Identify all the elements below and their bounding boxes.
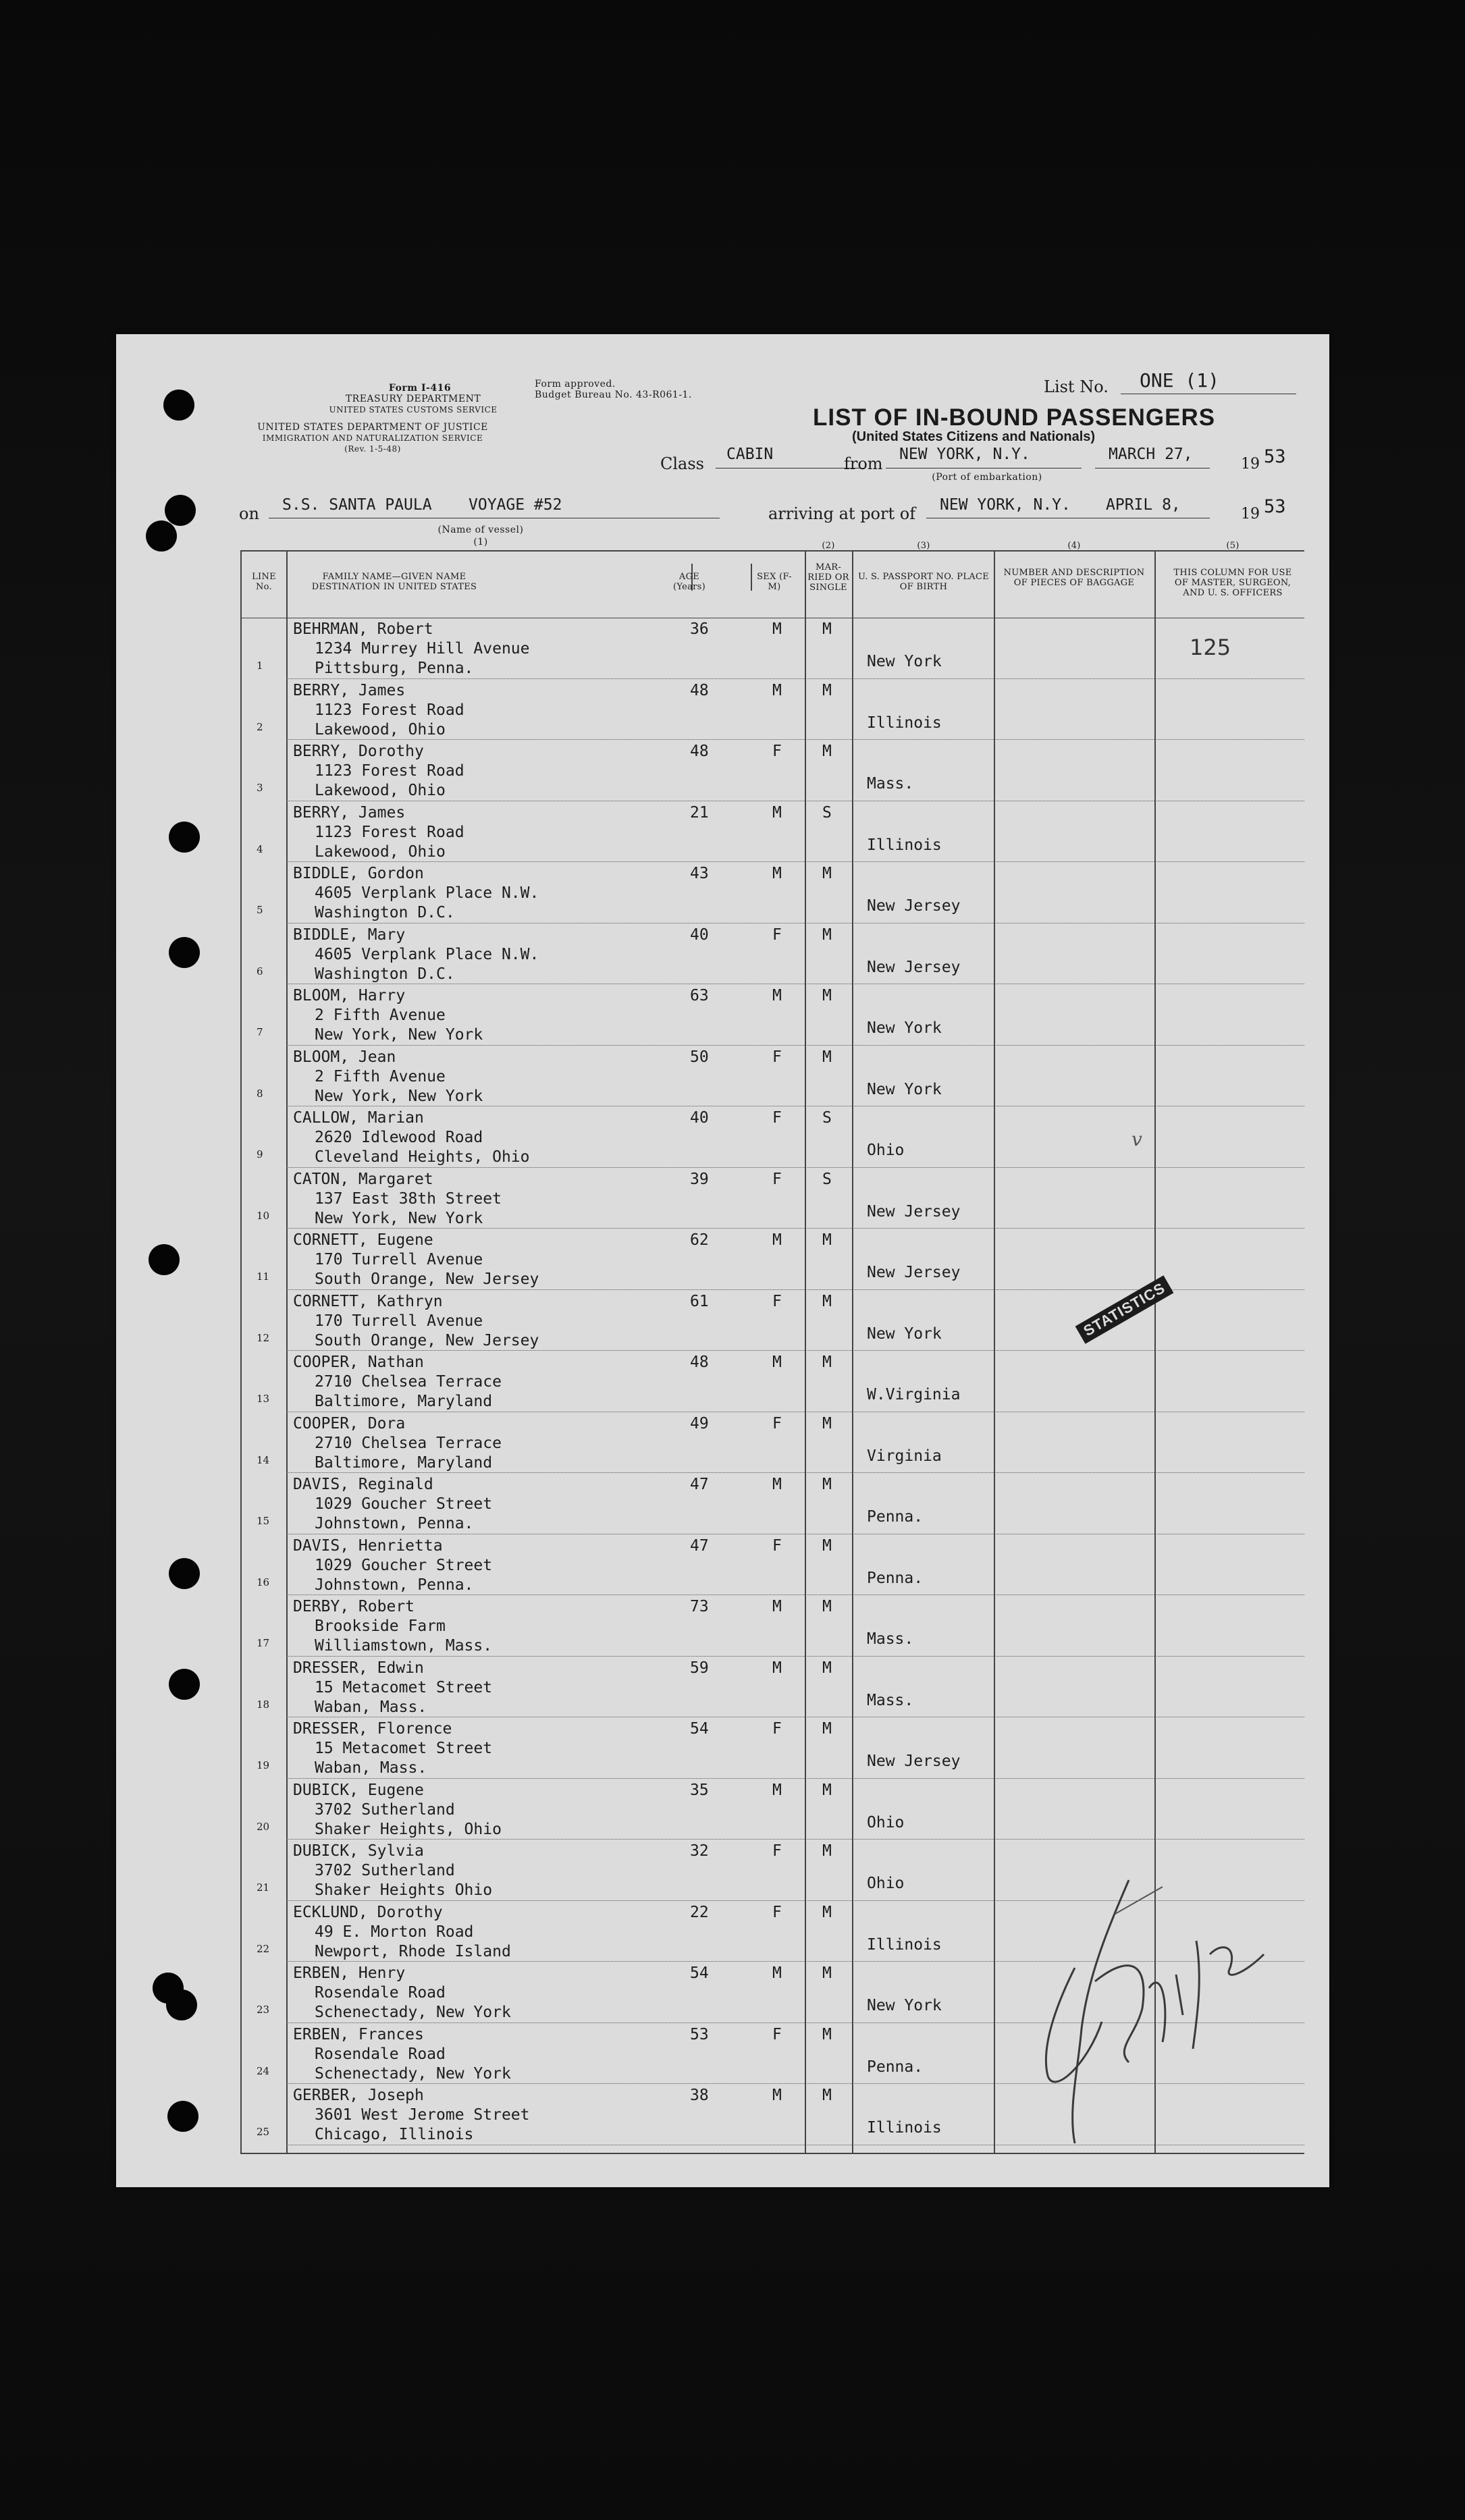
- col-header-married: MAR-RIED OR SINGLE: [807, 562, 849, 593]
- sex-value: M: [772, 987, 782, 1004]
- col-header-line-no: LINE No.: [252, 572, 276, 592]
- sex-value: M: [772, 1964, 782, 1982]
- arrival-port: NEW YORK, N.Y.: [940, 496, 1071, 514]
- age-value: 47: [690, 1536, 709, 1555]
- marital-status: M: [822, 1353, 832, 1371]
- line-number: 22: [257, 1942, 270, 1955]
- vessel-label: (Name of vessel): [437, 525, 524, 535]
- line-number: 7: [257, 1026, 263, 1038]
- passenger-name: BLOOM, Harry: [293, 987, 406, 1004]
- address-city: New York, New York: [315, 1087, 483, 1105]
- place-of-birth: New York: [867, 1019, 942, 1037]
- marital-status: M: [822, 865, 832, 882]
- place-of-birth: Mass.: [867, 775, 914, 793]
- age-value: 22: [690, 1903, 709, 1921]
- place-of-birth: Ohio: [867, 1875, 905, 1892]
- address-city: Lakewood, Ohio: [315, 842, 446, 861]
- table-row: [116, 1657, 1329, 1718]
- from-label: from: [844, 454, 883, 473]
- sex-value: F: [772, 1842, 782, 1860]
- col-header-sex: SEX (F-M): [757, 572, 792, 592]
- table-row: [116, 1412, 1329, 1474]
- class-value: CABIN: [726, 446, 774, 463]
- passenger-name: BERRY, Dorothy: [293, 743, 424, 760]
- list-no-value: ONE (1): [1140, 369, 1220, 392]
- address-street: 2710 Chelsea Terrace: [315, 1373, 502, 1391]
- statistics-stamp: STATISTICS: [1075, 1275, 1174, 1344]
- sex-value: M: [772, 1659, 782, 1677]
- sex-value: F: [772, 1414, 782, 1432]
- table-row: [116, 1106, 1329, 1168]
- place-of-birth: Illinois: [867, 2119, 942, 2137]
- passenger-count: 125: [1190, 635, 1231, 660]
- marital-status: M: [822, 1231, 832, 1249]
- passenger-name: BLOOM, Jean: [293, 1048, 396, 1066]
- age-value: 36: [690, 620, 709, 638]
- passenger-name: CALLOW, Marian: [293, 1109, 424, 1127]
- place-of-birth: Mass.: [867, 1630, 914, 1648]
- marital-status: M: [822, 2087, 832, 2104]
- address-street: 3702 Sutherland: [315, 1800, 455, 1819]
- passenger-name: BERRY, James: [293, 681, 406, 699]
- punch-hole: [165, 495, 196, 526]
- passenger-name: COOPER, Nathan: [293, 1353, 424, 1371]
- line-number: 5: [257, 904, 263, 916]
- revision-date: (Rev. 1-5-48): [344, 444, 401, 454]
- passenger-name: CORNETT, Kathryn: [293, 1292, 443, 1310]
- address-city: New York, New York: [315, 1026, 483, 1044]
- voyage-number: VOYAGE #52: [469, 496, 562, 514]
- address-city: Lakewood, Ohio: [315, 720, 446, 739]
- port-of-embarkation-label: (Port of embarkation): [932, 472, 1042, 483]
- address-city: Chicago, Illinois: [315, 2126, 474, 2143]
- sex-value: F: [772, 1536, 782, 1555]
- table-row: [116, 679, 1329, 741]
- passenger-name: CATON, Margaret: [293, 1170, 433, 1188]
- passenger-name: BIDDLE, Mary: [293, 926, 406, 944]
- sex-value: M: [772, 1231, 782, 1249]
- place-of-birth: New York: [867, 1324, 942, 1343]
- place-of-birth: Illinois: [867, 1935, 942, 1954]
- address-street: 15 Metacomet Street: [315, 1678, 493, 1696]
- passenger-name: BERRY, James: [293, 803, 406, 822]
- marital-status: M: [822, 1414, 832, 1432]
- passenger-name: COOPER, Dora: [293, 1414, 406, 1432]
- col-marker-1: (1): [473, 537, 488, 547]
- marital-status: M: [822, 987, 832, 1004]
- customs-service: UNITED STATES CUSTOMS SERVICE: [329, 405, 498, 414]
- passenger-name: DAVIS, Reginald: [293, 1476, 433, 1493]
- marital-status: M: [822, 1536, 832, 1555]
- form-title: LIST OF IN-BOUND PASSENGERS: [813, 404, 1216, 431]
- address-street: 1123 Forest Road: [315, 701, 464, 719]
- age-value: 48: [690, 1353, 709, 1371]
- age-value: 63: [690, 987, 709, 1004]
- address-city: Johnstown, Penna.: [315, 1515, 474, 1532]
- marital-status: M: [822, 2025, 832, 2043]
- place-of-birth: New York: [867, 1997, 942, 2014]
- marital-status: S: [822, 1170, 832, 1188]
- table-row: [116, 923, 1329, 985]
- sex-value: M: [772, 1353, 782, 1371]
- col-marker-5: (5): [1226, 541, 1240, 551]
- sex-value: M: [772, 2087, 782, 2104]
- place-of-birth: New Jersey: [867, 1202, 961, 1221]
- address-street: 2 Fifth Avenue: [315, 1067, 446, 1085]
- address-city: Baltimore, Maryland: [315, 1393, 493, 1410]
- arrival-date: APRIL 8,: [1106, 496, 1181, 514]
- marital-status: M: [822, 743, 832, 760]
- col-header-age: AGE (Years): [672, 572, 706, 592]
- line-number: 2: [257, 720, 263, 733]
- passenger-name: DAVIS, Henrietta: [293, 1536, 443, 1555]
- passenger-name: DERBY, Robert: [293, 1598, 415, 1615]
- vessel-name: S.S. SANTA PAULA: [282, 496, 432, 514]
- line-number: 9: [257, 1148, 263, 1160]
- age-value: 53: [690, 2025, 709, 2043]
- line-number: 23: [257, 2004, 270, 2016]
- immigration-service: IMMIGRATION AND NATURALIZATION SERVICE: [262, 433, 483, 443]
- address-city: South Orange, New Jersey: [315, 1270, 539, 1288]
- marital-status: M: [822, 620, 832, 638]
- place-of-birth: Illinois: [867, 836, 942, 854]
- line-number: 11: [257, 1270, 270, 1283]
- marital-status: M: [822, 1659, 832, 1677]
- marital-status: S: [822, 1109, 832, 1127]
- address-city: Shaker Heights Ohio: [315, 1881, 493, 1899]
- age-value: 21: [690, 803, 709, 822]
- passenger-name: DUBICK, Sylvia: [293, 1842, 424, 1860]
- age-value: 62: [690, 1231, 709, 1249]
- address-street: Rosendale Road: [315, 2045, 446, 2063]
- address-city: Waban, Mass.: [315, 1698, 427, 1716]
- address-street: 1029 Goucher Street: [315, 1495, 493, 1513]
- col-marker-3: (3): [917, 541, 930, 551]
- punch-hole: [146, 520, 177, 552]
- sex-value: M: [772, 1598, 782, 1615]
- address-city: Washington D.C.: [315, 965, 455, 983]
- address-city: Shaker Heights, Ohio: [315, 1820, 502, 1838]
- age-value: 59: [690, 1659, 709, 1677]
- marital-status: M: [822, 1292, 832, 1310]
- age-value: 43: [690, 865, 709, 882]
- sex-value: F: [772, 926, 782, 944]
- line-number: 18: [257, 1698, 270, 1711]
- address-city: Waban, Mass.: [315, 1759, 427, 1777]
- address-city: Lakewood, Ohio: [315, 782, 446, 799]
- place-of-birth: Penna.: [867, 1569, 924, 1587]
- place-of-birth: Penna.: [867, 1508, 924, 1526]
- table-row: [116, 801, 1329, 863]
- col-header-baggage: NUMBER AND DESCRIPTION OF PIECES OF BAGGAGE: [1003, 568, 1145, 588]
- passenger-name: BIDDLE, Gordon: [293, 865, 424, 882]
- address-city: Williamstown, Mass.: [315, 1637, 493, 1655]
- address-city: Newport, Rhode Island: [315, 1942, 511, 1960]
- passenger-name: ERBEN, Frances: [293, 2025, 424, 2043]
- treasury-department: TREASURY DEPARTMENT: [345, 394, 481, 404]
- form-approved: Form approved.: [535, 379, 616, 390]
- address-street: 3702 Sutherland: [315, 1862, 455, 1879]
- table-row: [116, 1351, 1329, 1412]
- age-value: 47: [690, 1476, 709, 1493]
- line-number: 1: [257, 660, 263, 672]
- passenger-name: BEHRMAN, Robert: [293, 620, 433, 638]
- address-city: Pittsburg, Penna.: [315, 660, 474, 677]
- place-of-birth: Ohio: [867, 1813, 905, 1831]
- sex-value: M: [772, 1781, 782, 1799]
- department-of-justice: UNITED STATES DEPARTMENT OF JUSTICE: [257, 422, 488, 433]
- table-row: [116, 1595, 1329, 1657]
- place-of-birth: Illinois: [867, 714, 942, 732]
- age-value: 40: [690, 926, 709, 944]
- marital-status: M: [822, 1476, 832, 1493]
- marital-status: M: [822, 1842, 832, 1860]
- age-value: 35: [690, 1781, 709, 1799]
- table-row: [116, 1779, 1329, 1840]
- passenger-name: ERBEN, Henry: [293, 1964, 406, 1982]
- address-street: 1123 Forest Road: [315, 762, 464, 780]
- address-street: 1234 Murrey Hill Avenue: [315, 640, 530, 658]
- form-subtitle: (United States Citizens and Nationals): [852, 429, 1096, 444]
- marital-status: S: [822, 803, 832, 822]
- age-value: 40: [690, 1109, 709, 1127]
- sex-value: M: [772, 803, 782, 822]
- age-value: 38: [690, 2087, 709, 2104]
- year-prefix: 19: [1241, 456, 1260, 473]
- place-of-birth: New Jersey: [867, 958, 961, 976]
- address-street: Rosendale Road: [315, 1984, 446, 2002]
- address-street: 1123 Forest Road: [315, 823, 464, 841]
- line-number: 24: [257, 2064, 270, 2077]
- table-row: [116, 1046, 1329, 1107]
- sex-value: F: [772, 1048, 782, 1066]
- manifest-page: [116, 334, 1329, 2187]
- address-city: Washington D.C.: [315, 904, 455, 921]
- sex-value: F: [772, 1170, 782, 1188]
- place-of-birth: Penna.: [867, 2058, 924, 2076]
- arrival-year: 53: [1264, 496, 1286, 517]
- line-number: 20: [257, 1820, 270, 1833]
- col-header-name: FAMILY NAME—GIVEN NAME DESTINATION IN UNITED STATES: [311, 572, 477, 592]
- age-value: 32: [690, 1842, 709, 1860]
- age-value: 54: [690, 1964, 709, 1982]
- line-number: 4: [257, 842, 263, 855]
- address-city: Schenectady, New York: [315, 2064, 511, 2083]
- sex-value: F: [772, 1292, 782, 1310]
- line-number: 6: [257, 965, 263, 977]
- table-row: [116, 1229, 1329, 1290]
- line-number: 10: [257, 1209, 270, 1222]
- age-value: 61: [690, 1292, 709, 1310]
- marital-status: M: [822, 926, 832, 944]
- punch-hole: [163, 390, 194, 421]
- address-street: 170 Turrell Avenue: [315, 1251, 483, 1268]
- from-value: NEW YORK, N.Y.: [899, 446, 1030, 463]
- passenger-name: ECKLUND, Dorothy: [293, 1903, 443, 1921]
- col-header-passport: U. S. PASSPORT NO. PLACE OF BIRTH: [858, 572, 989, 592]
- sex-value: M: [772, 620, 782, 638]
- line-number: 13: [257, 1393, 270, 1405]
- line-number: 3: [257, 782, 263, 794]
- sex-value: F: [772, 743, 782, 760]
- marital-status: M: [822, 1903, 832, 1921]
- table-row: [116, 984, 1329, 1046]
- marital-status: M: [822, 1720, 832, 1738]
- passenger-name: GERBER, Joseph: [293, 2087, 424, 2104]
- address-city: Johnstown, Penna.: [315, 1576, 474, 1594]
- budget-bureau: Budget Bureau No. 43-R061-1.: [535, 390, 692, 400]
- sex-value: M: [772, 865, 782, 882]
- check-mark: v: [1131, 1128, 1142, 1150]
- age-value: 39: [690, 1170, 709, 1188]
- list-no-label: List No.: [1044, 377, 1109, 396]
- on-label: on: [239, 504, 259, 523]
- marital-status: M: [822, 1598, 832, 1615]
- address-street: 2620 Idlewood Road: [315, 1129, 483, 1146]
- arriving-label: arriving at port of: [768, 504, 916, 523]
- col-marker-4: (4): [1067, 541, 1081, 551]
- address-street: 49 E. Morton Road: [315, 1923, 474, 1941]
- place-of-birth: New Jersey: [867, 1264, 961, 1281]
- place-of-birth: New Jersey: [867, 897, 961, 915]
- marital-status: M: [822, 1048, 832, 1066]
- marital-status: M: [822, 1964, 832, 1982]
- class-label: Class: [660, 454, 704, 473]
- sex-value: F: [772, 1903, 782, 1921]
- col-header-officers: THIS COLUMN FOR USE OF MASTER, SURGEON, AND U. S. OFFICERS: [1173, 568, 1292, 598]
- passenger-name: DRESSER, Florence: [293, 1720, 452, 1738]
- address-street: 1029 Goucher Street: [315, 1556, 493, 1574]
- sex-value: F: [772, 1109, 782, 1127]
- arrival-year-prefix: 19: [1241, 506, 1260, 522]
- departure-year: 53: [1264, 446, 1286, 467]
- sex-value: M: [772, 1476, 782, 1493]
- line-number: 17: [257, 1637, 270, 1649]
- line-number: 25: [257, 2126, 270, 2138]
- passenger-name: DRESSER, Edwin: [293, 1659, 424, 1677]
- line-number: 19: [257, 1759, 270, 1771]
- departure-date: MARCH 27,: [1109, 446, 1193, 463]
- line-number: 12: [257, 1331, 270, 1344]
- address-street: 4605 Verplank Place N.W.: [315, 945, 539, 963]
- table-row: [116, 618, 1329, 679]
- address-street: 170 Turrell Avenue: [315, 1312, 483, 1330]
- age-value: 48: [690, 743, 709, 760]
- place-of-birth: New York: [867, 1080, 942, 1098]
- place-of-birth: New Jersey: [867, 1752, 961, 1770]
- address-street: Brookside Farm: [315, 1617, 446, 1635]
- sex-value: F: [772, 1720, 782, 1738]
- officer-signature: [926, 1873, 1277, 2164]
- address-city: South Orange, New Jersey: [315, 1331, 539, 1349]
- passenger-name: CORNETT, Eugene: [293, 1231, 433, 1249]
- place-of-birth: W.Virginia: [867, 1386, 961, 1403]
- address-city: New York, New York: [315, 1209, 483, 1227]
- table-row: [116, 1473, 1329, 1534]
- address-street: 15 Metacomet Street: [315, 1740, 493, 1757]
- address-city: Baltimore, Maryland: [315, 1453, 493, 1472]
- age-value: 73: [690, 1598, 709, 1615]
- marital-status: M: [822, 1781, 832, 1799]
- sex-value: F: [772, 2025, 782, 2043]
- col-marker-2: (2): [822, 541, 835, 551]
- table-row: [116, 740, 1329, 801]
- table-row: [116, 1534, 1329, 1596]
- address-street: 4605 Verplank Place N.W.: [315, 884, 539, 902]
- passenger-name: DUBICK, Eugene: [293, 1781, 424, 1799]
- form-number: Form I-416: [388, 383, 452, 394]
- address-city: Cleveland Heights, Ohio: [315, 1148, 530, 1166]
- line-number: 16: [257, 1576, 270, 1588]
- age-value: 48: [690, 681, 709, 699]
- table-row: [116, 1717, 1329, 1779]
- place-of-birth: New York: [867, 653, 942, 670]
- line-number: 14: [257, 1453, 270, 1466]
- marital-status: M: [822, 681, 832, 699]
- place-of-birth: Virginia: [867, 1447, 942, 1465]
- sex-value: M: [772, 681, 782, 699]
- address-street: 3601 West Jerome Street: [315, 2106, 530, 2124]
- age-value: 54: [690, 1720, 709, 1738]
- address-street: 2 Fifth Avenue: [315, 1007, 446, 1024]
- address-street: 2710 Chelsea Terrace: [315, 1434, 502, 1452]
- place-of-birth: Ohio: [867, 1142, 905, 1159]
- line-number: 21: [257, 1881, 270, 1894]
- age-value: 50: [690, 1048, 709, 1066]
- address-city: Schenectady, New York: [315, 2004, 511, 2021]
- line-number: 8: [257, 1087, 263, 1100]
- address-street: 137 East 38th Street: [315, 1189, 502, 1208]
- table-row: [116, 862, 1329, 923]
- table-row: [116, 1168, 1329, 1229]
- age-value: 49: [690, 1414, 709, 1432]
- place-of-birth: Mass.: [867, 1691, 914, 1709]
- line-number: 15: [257, 1515, 270, 1527]
